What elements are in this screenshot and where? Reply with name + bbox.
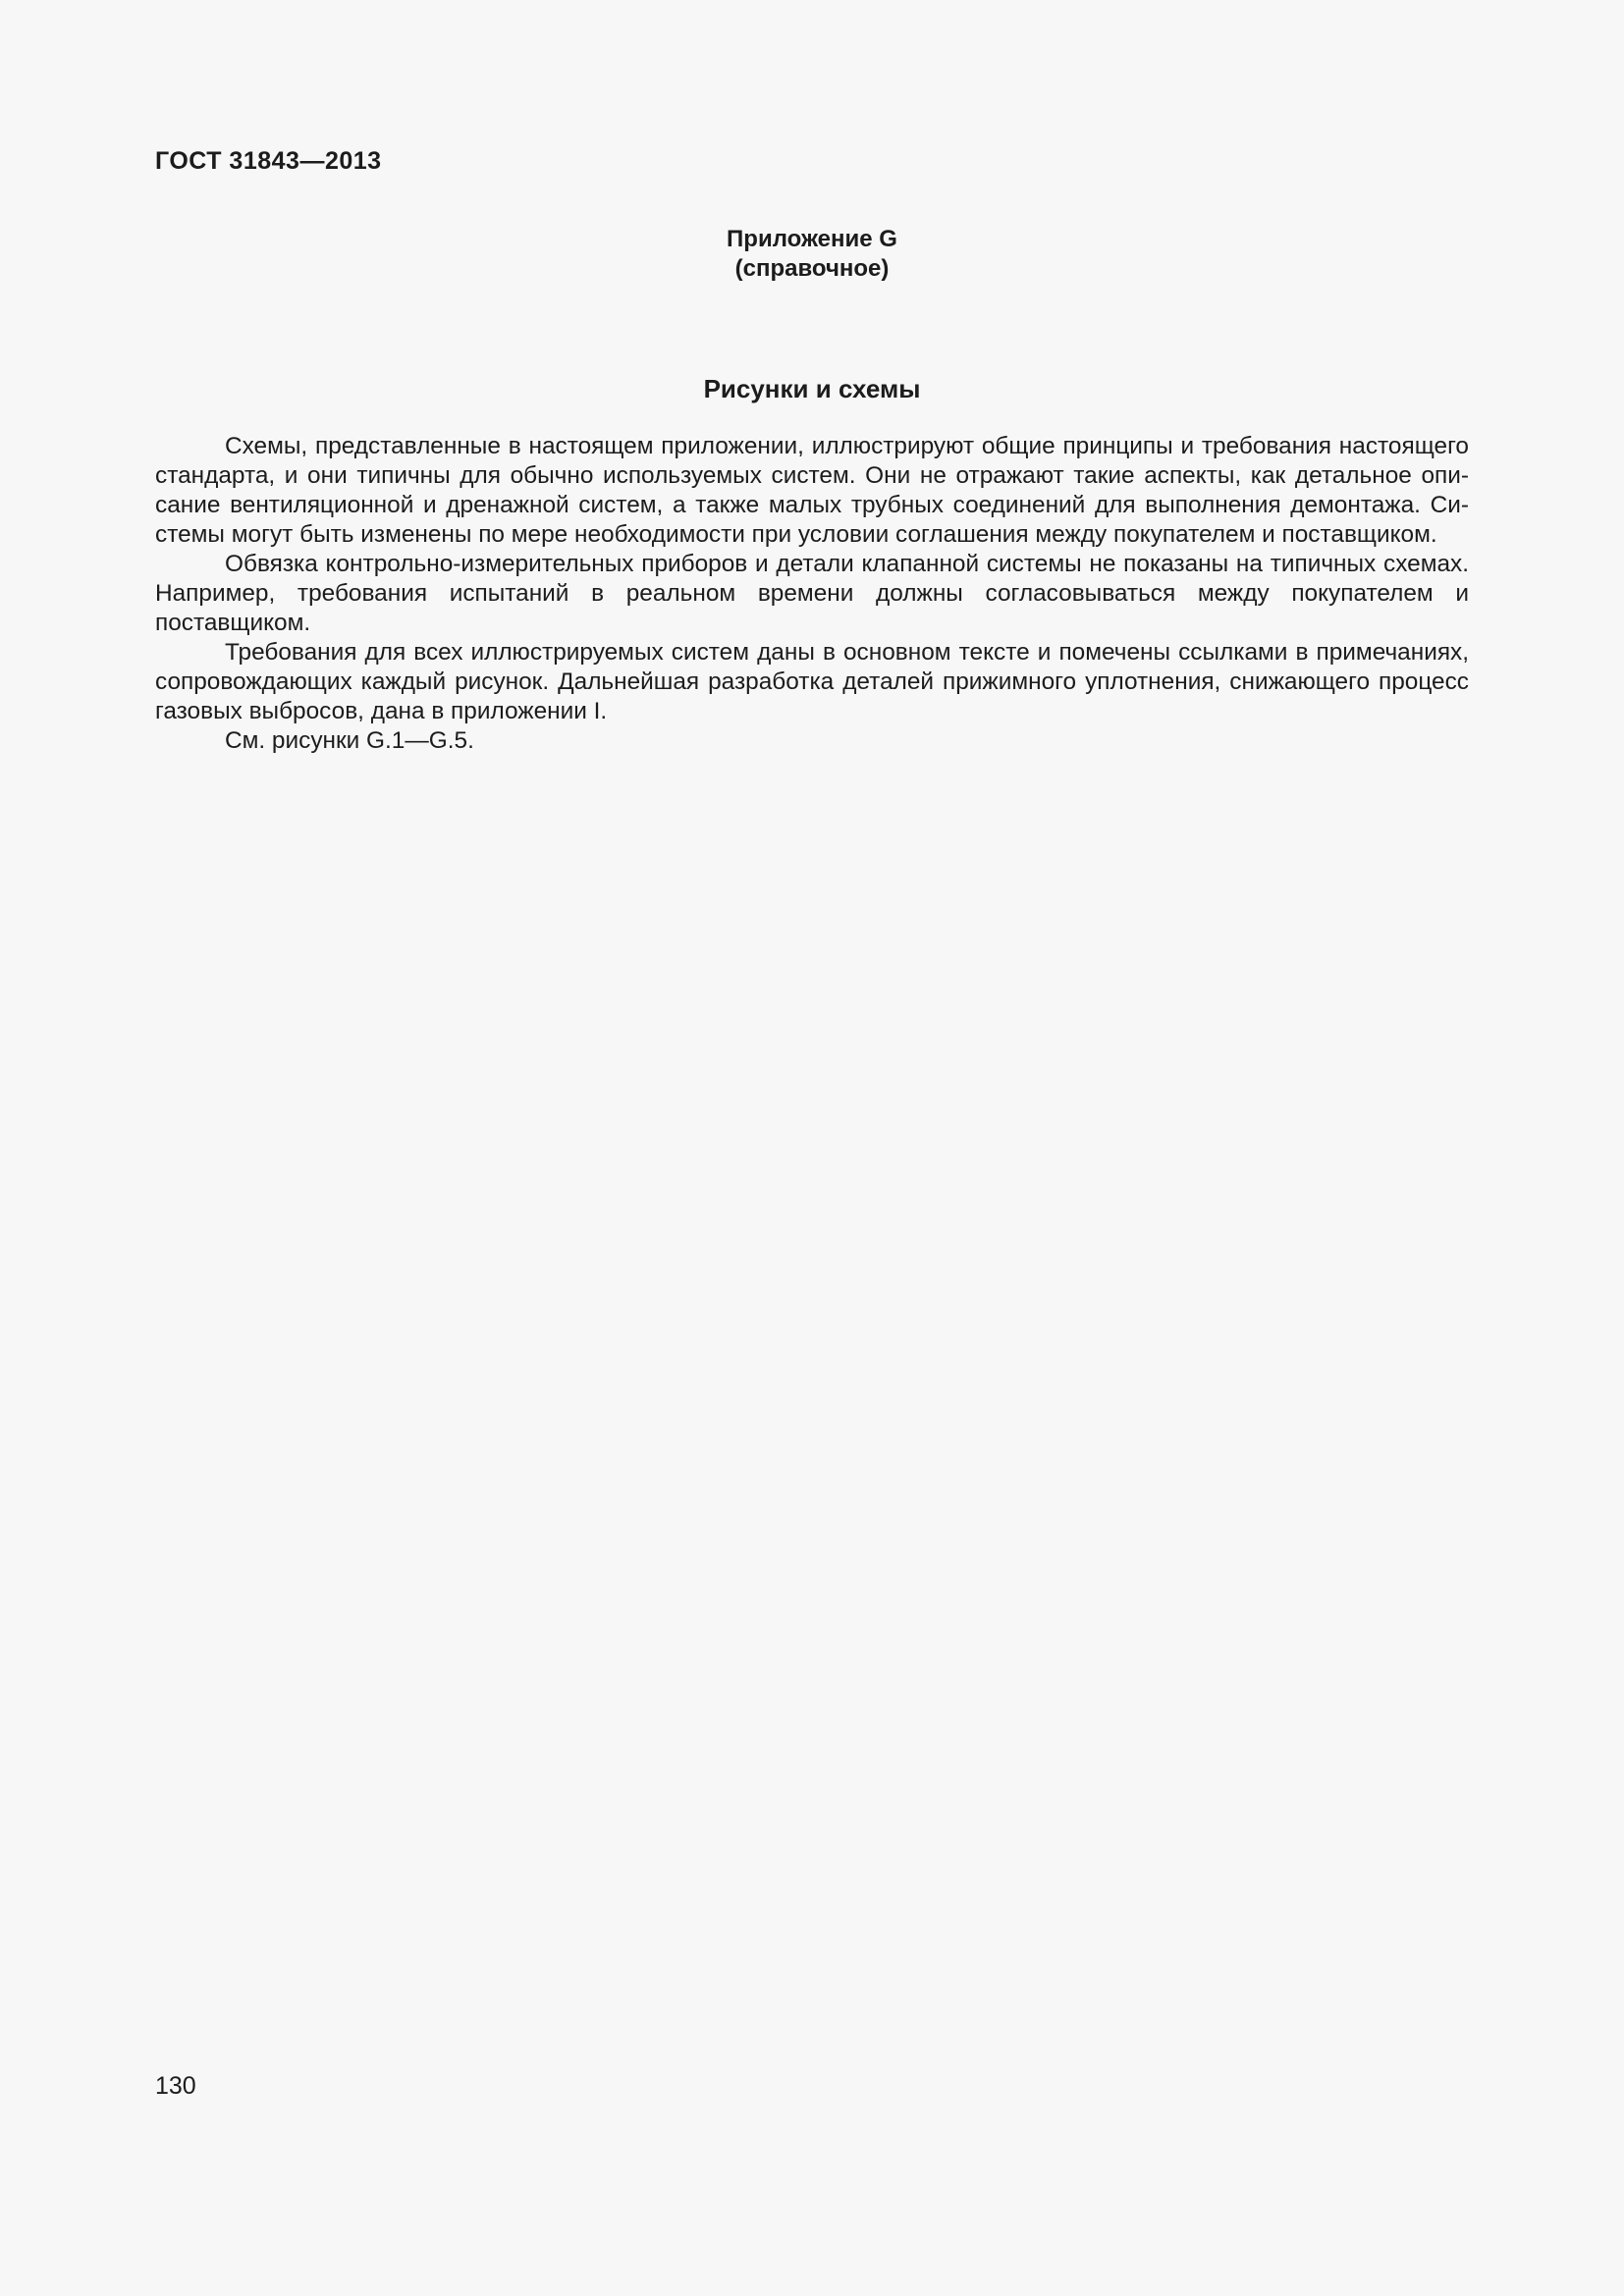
document-header-standard: ГОСТ 31843—2013 xyxy=(155,147,382,175)
paragraph: См. рисунки G.1—G.5. xyxy=(225,727,474,754)
section-title: Рисунки и схемы xyxy=(703,374,921,403)
paragraph: Схемы, представленные в настоящем приложении, иллюстрируют общие принципы и требования настоящего стандарта, и они типичны для обычно используемых систем. Они не отражают такие аспекты, как детальное описание вентиляционной и дренажной систем, а также малых трубных соединений для выполнения демонтажа. Системы могут быть изменены по мере необходимости при условии соглашения между покупателем и поставщиком. xyxy=(155,433,1469,548)
page-number: 130 xyxy=(155,2072,196,2100)
appendix-title: Приложение G xyxy=(727,226,897,252)
paragraph: Требования для всех иллюстрируемых систем даны в основном тексте и помечены ссылками в примечаниях, сопровождающих каждый рисунок. Дальнейшая разработка деталей прижимного уплотнения, снижающего процесс газовых выбросов, дана в приложении I. xyxy=(155,639,1469,724)
body-text xyxy=(155,432,1469,756)
paragraph: Обвязка контрольно-измерительных приборов и детали клапанной системы не показаны на типичных схемах. Например, требования испытаний в реальном времени должны согласовываться между покупателем и поставщиком. xyxy=(155,551,1469,636)
appendix-status: (справочное) xyxy=(734,255,890,282)
appendix-heading xyxy=(155,225,1469,284)
